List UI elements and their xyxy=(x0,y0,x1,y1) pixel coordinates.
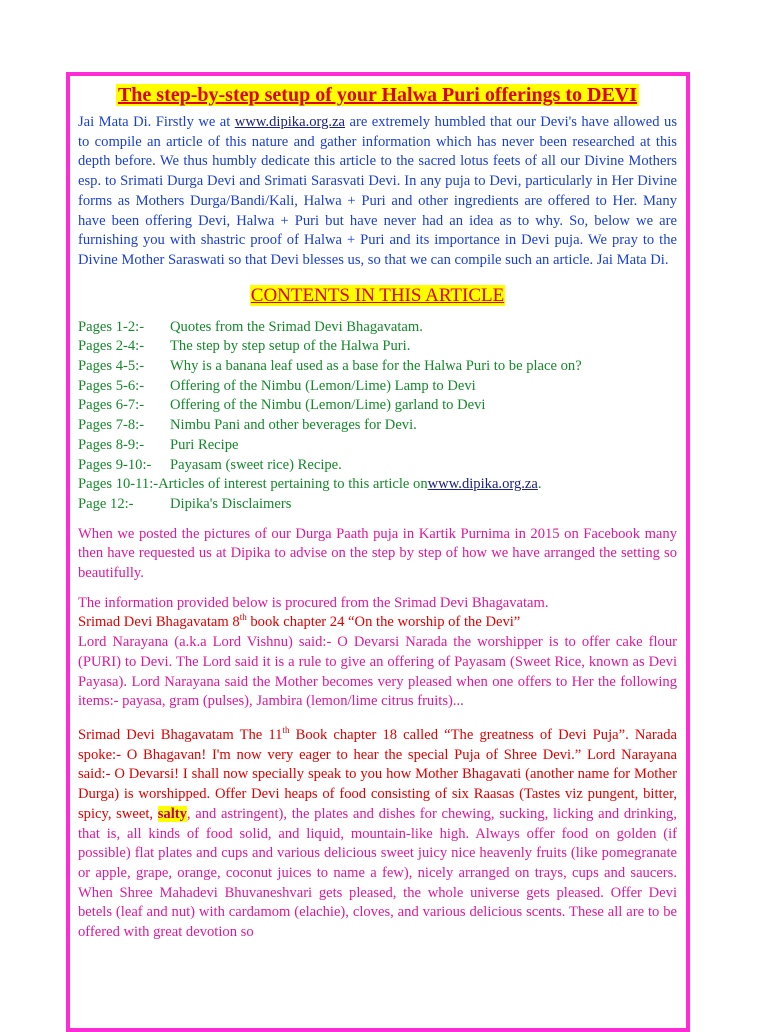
toc-item: Pages 10-11:- Articles of interest pertaining to this article on www.dipika.org.za . xyxy=(78,475,677,495)
intro-paragraph: Jai Mata Di. Firstly we at www.dipika.org.za are extremely humbled that our Devi's have allowed us to compile an article of this nature and gather information which has never been researched at this depth before. We thus humbly dedicate this article to the sacred lotus feets of all our Divine Mothers esp. to Srimati Durga Devi and Srimati Sarasvati Devi. In any puja to Devi, particularly in Her Divine forms as Mothers Durga/Bandi/Kali, Halwa + Puri and other ingredients are offered to Her. Many have been offering Devi, Halwa + Puri but have never had an idea as to why. So, below we are furnishing you with shastric proof of Halwa + Puri and its importance in Devi puja. We pray to the Divine Mother Saraswati so that Devi blesses us, so that we can compile such an article. Jai Mata Di. xyxy=(78,114,677,268)
contents-heading: CONTENTS IN THIS ARTICLE xyxy=(250,284,505,306)
toc-item: Pages 6-7:- Offering of the Nimbu (Lemon/Lime) garland to Devi xyxy=(78,397,486,414)
toc-item: Pages 7-8:- Nimbu Pani and other beverages for Devi. xyxy=(78,417,417,434)
document-title: The step-by-step setup of your Halwa Puri offerings to DEVI xyxy=(117,84,638,106)
info-line: The information provided below is procured from the Srimad Devi Bhagavatam. xyxy=(78,594,549,611)
contents-list xyxy=(78,318,677,515)
facebook-paragraph: When we posted the pictures of our Durga Paath puja in Kartik Purnima in 2015 on Facebook many then have requested us at Dipika to advise on the step by step of how we have arranged the setting so beautifully. xyxy=(78,525,677,582)
toc-item: Pages 9-10:- Payasam (sweet rice) Recipe. xyxy=(78,456,342,473)
narayana-paragraph: Lord Narayana (a.k.a Lord Vishnu) said:- O Devarsi Narada the worshipper is to offer cake flour (PURI) to Devi. The Lord said it is a rule to give an offering of Payasam (Sweet Rice, known as Devi Payasa). Lord Narayana said the Mother becomes very pleased when one offers to Her the following items:- payasa, gram (pulses), Jambira (lemon/lime citrus fruits)... xyxy=(78,634,677,710)
bhagavatam-info xyxy=(78,594,677,712)
toc-item: Pages 8-9:- Puri Recipe xyxy=(78,436,239,453)
page-border xyxy=(66,72,690,1032)
greatness-paragraph: Srimad Devi Bhagavatam The 11th Book chapter 18 called “The greatness of Devi Puja”. Narada spoke:- O Bhagavan! I'm now very eager to hear the special Puja of Shree Devi.” Lord Narayana said:- O Devarsi! I shall now specially speak to you how Mother Bhagavati (another name for Mother Durga) is worshipped. Offer Devi heaps of food consisting of six Raasas (Tastes viz pungent, bitter, spicy, sweet, salty, and astringent), the plates and dishes for chewing, sucking, licking and drinking, that is, all kinds of food solid, and liquid, mountain-like high. Always offer food on golden (if possible) flat plates and cups and various delicious sweet juicy nice heavenly fruits (like pomegranate or apple, grape, orange, coconut juices to name a few), nicely arranged on trays, cups and saucers. When Shree Mahadevi Bhuvaneshvari gets pleased, the whole universe gets pleased. Offer Devi betels (leaf and nut) with cardamom (elachie), cloves, and various delicious scents. These all are to be offered with great devotion so xyxy=(78,725,677,941)
toc-item: Page 12:- Dipika's Disclaimers xyxy=(78,495,292,512)
toc-item: Pages 5-6:- Offering of the Nimbu (Lemon/Lime) Lamp to Devi xyxy=(78,377,476,394)
toc-item: Pages 4-5:- Why is a banana leaf used as a base for the Halwa Puri to be place on? xyxy=(78,358,582,375)
toc-item: Pages 2-4:- The step by step setup of the Halwa Puri. xyxy=(78,338,411,355)
document-body xyxy=(78,82,677,943)
toc-item: Pages 1-2:- Quotes from the Srimad Devi Bhagavatam. xyxy=(78,318,423,335)
dipika-link[interactable]: www.dipika.org.za xyxy=(427,476,538,493)
highlighted-word: salty xyxy=(157,805,187,822)
scripture-reference: Srimad Devi Bhagavatam 8th book chapter 24 “On the worship of the Devi” xyxy=(78,612,521,631)
dipika-link[interactable]: www.dipika.org.za xyxy=(234,114,346,130)
